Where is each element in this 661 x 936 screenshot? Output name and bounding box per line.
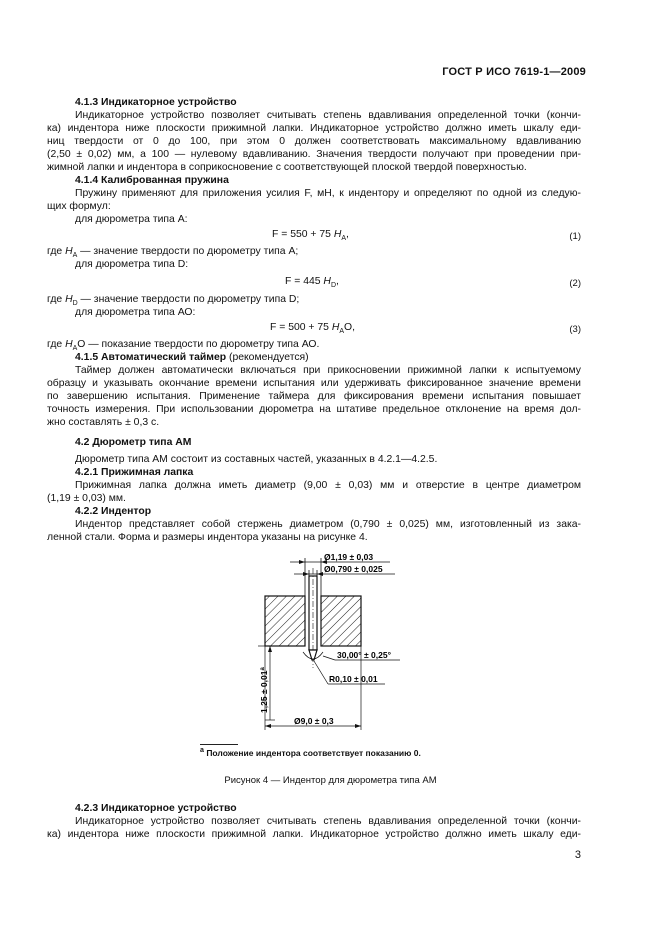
section-heading-4-2-1: 4.2.1 Прижимная лапка [75,467,194,478]
paragraph-line: Таймер должен автоматически включаться при прикосновении прижимной лапки к испытуемому [75,365,581,376]
section-heading-4-2: 4.2 Дюрометр типа АМ [75,437,192,448]
paragraph-line: щих формул: [47,201,111,212]
figure-caption: Рисунок 4 — Индентор для дюрометра типа АМ [224,775,437,786]
paragraph-line: точность измерения. При использовании дюрометра на штативе предельное отклонение на время дол- [47,404,581,415]
paragraph-line: Дюрометр типа АМ состоит из составных частей, указанных в 4.2.1—4.2.5. [75,454,438,465]
dim-height-label: 1,25 ± 0,01$^a$ [259,667,269,713]
paragraph-line: Индентор представляет собой стержень диаметром (0,790 ± 0,025) мм, изготовленный из зака- [75,519,581,530]
formula-2: F = 445 $H_D$, [285,276,339,290]
paragraph-line: образцу и указывать окончание времени испытания или удерживать фиксированное значение времени [47,378,581,389]
section-heading-4-1-5 [75,351,309,364]
paragraph-line: Индикаторное устройство позволяет считывать степень вдавливания определенной точки (кончи- [75,110,581,121]
presser-foot-right [321,596,361,646]
paragraph-line: (1,19 ± 0,03) мм. [47,493,126,504]
section-heading-4-1-4: 4.1.4 Калиброванная пружина [75,175,229,186]
page-number: 3 [574,849,581,861]
formula-3: F = 500 + 75 $H_AO$, [270,322,355,336]
paragraph-line: жно составлять ± 0,3 с. [47,417,160,428]
presser-foot-left [265,596,305,646]
paragraph-line: для дюрометра типа А: [75,214,188,225]
indenter-figure [190,548,450,758]
paragraph-line: (2,50 ± 0,02) мм, а 100 — нулевому вдавливанию. Значения твердости получают при проведении при- [47,149,581,160]
section-heading-4-1-3: 4.1.3 Индикаторное устройство [75,97,237,108]
paragraph-line: Пружину применяют для приложения усилия F, мН, к индентору и определяют по одной из следую- [75,188,581,199]
paragraph-line: Индикаторное устройство позволяет считывать степень вдавливания определенной точки (кончи- [75,816,581,827]
footnote-text: Положение индентора соответствует показанию 0. [206,747,421,758]
paragraph-line: ленной стали. Форма и размеры индентора указаны на рисунке 4. [47,532,368,543]
formula-1: F = 550 + 75 $H_A$, [272,229,349,243]
paragraph-line: ка) индентора ниже плоскости прижимной лапки. Индикаторное устройство должно иметь шкалу еди- [47,123,581,134]
paragraph-line: для дюрометра типа D: [75,259,189,270]
heading-text: 4.1.5 Автоматический таймер [75,352,227,363]
dim-angle-label: 30,00° ± 0,25° [337,650,392,660]
dim-indenter-label: Ø0,790 ± 0,025 [324,564,383,574]
footnote-marker: a [200,746,204,754]
section-heading-4-2-2: 4.2.2 Индентор [75,506,152,517]
footnote-rule [200,744,238,745]
where-line: где $H_D$ — значение твердости по дюрометру типа D; [47,294,300,308]
heading-note: (рекомендуется) [229,352,309,363]
section-heading-4-2-3: 4.2.3 Индикаторное устройство [75,803,237,814]
where-line: где $H_A$ — значение твердости по дюрометру типа А; [47,246,299,260]
paragraph-line: для дюрометра типа АО: [75,307,196,318]
dim-foot-label: Ø9,0 ± 0,3 [294,716,334,726]
document-id: ГОСТ Р ИСО 7619-1—2009 [442,66,586,78]
where-line: где $H_AO$ — показание твердости по дюрометру типа АО. [47,339,320,353]
formula-1-number: (1) [569,231,581,242]
formula-2-number: (2) [569,278,581,289]
figure-footnote [200,746,421,758]
paragraph-line: жимной лапки и индентора в соприкосновение с соответствующей плоской твердой поверхностью. [47,162,527,173]
dim-hole-label: Ø1,19 ± 0,03 [324,552,374,562]
paragraph-line: ниц твердости от 0 до 100, при этом 0 должен соответствовать максимальному вдавливанию [47,136,581,147]
dim-radius-label: R0,10 ± 0,01 [329,674,378,684]
paragraph-line: по завершению испытания. Применение таймера для фиксирования времени испытания повышает [47,391,581,402]
formula-3-number: (3) [569,324,581,335]
paragraph-line: Прижимная лапка должна иметь диаметр (9,00 ± 0,03) мм и отверстие в центре диаметром [75,480,581,491]
paragraph-line: ка) индентора ниже плоскости прижимной лапки. Индикаторное устройство должно иметь шкалу еди- [47,829,581,840]
